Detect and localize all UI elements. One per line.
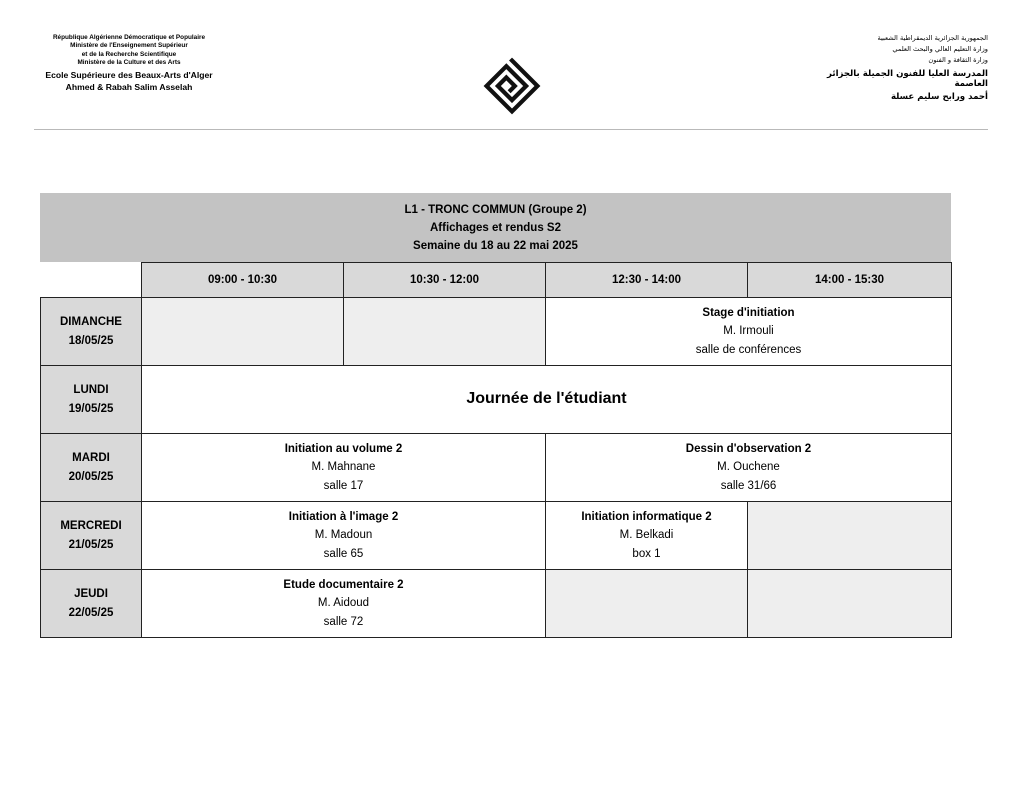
course-title: Initiation au volume 2 (284, 442, 403, 455)
day-name: MERCREDI (60, 520, 122, 532)
time-slot-4: 14:00 - 15:30 (748, 263, 952, 298)
ministry-culture: Ministère de la Culture et des Arts (77, 59, 181, 67)
day-cell (41, 298, 142, 366)
schedule-week: Semaine du 18 au 22 mai 2025 (413, 240, 578, 252)
day-name: MARDI (72, 452, 110, 464)
day-row-dimanche (41, 298, 952, 366)
header-divider (34, 129, 988, 130)
day-name: DIMANCHE (60, 316, 122, 328)
time-slot-row (41, 263, 952, 298)
room-name: box 1 (632, 547, 661, 560)
ministry-higher-education: Ministère de l'Enseignement Supérieur (70, 42, 188, 50)
day-cell (41, 434, 142, 502)
empty-slot (344, 298, 546, 366)
session-cell (142, 502, 546, 570)
session-cell (546, 434, 952, 502)
room-name: salle 72 (323, 615, 364, 628)
ministry-research: et de la Recherche Scientifique (81, 50, 177, 58)
ministry-culture-ar: وزارة الثقافة و الفنون (928, 56, 988, 64)
teacher-name: M. Aidoud (317, 597, 370, 610)
day-row-jeudi (41, 570, 952, 638)
course-title: Initiation informatique 2 (581, 510, 712, 523)
time-slot-2: 10:30 - 12:00 (344, 263, 546, 298)
session-cell (546, 298, 952, 366)
day-cell (41, 570, 142, 638)
event-cell (142, 366, 952, 434)
teacher-name: M. Ouchene (717, 461, 780, 474)
day-row-mercredi (41, 502, 952, 570)
day-row-lundi (41, 366, 952, 434)
day-date: 20/05/25 (68, 470, 114, 483)
session-cell (142, 570, 546, 638)
header-left-institution (34, 34, 224, 92)
empty-slot (142, 298, 344, 366)
event-title: Journée de l'étudiant (466, 390, 627, 408)
session-cell (546, 502, 748, 570)
schedule-title-box (40, 193, 951, 262)
teacher-name: M. Madoun (314, 529, 373, 542)
course-title: Initiation à l'image 2 (288, 510, 399, 523)
day-date: 22/05/25 (68, 606, 114, 619)
time-slot-1: 09:00 - 10:30 (142, 263, 344, 298)
course-title: Etude documentaire 2 (283, 578, 404, 591)
schedule-table (40, 262, 952, 638)
republic-name-ar: الجمهورية الجزائرية الديمقراطية الشعبية (877, 34, 988, 42)
session-cell (142, 434, 546, 502)
teacher-name: M. Mahnane (311, 461, 376, 474)
header-right-institution (798, 33, 988, 102)
room-name: salle 31/66 (720, 479, 777, 492)
day-date: 18/05/25 (68, 334, 114, 347)
school-name: Ecole Supérieure des Beaux-Arts d'Alger (45, 69, 213, 80)
day-cell (41, 366, 142, 434)
kufic-square-logo-icon (482, 56, 542, 116)
republic-name: République Algérienne Démocratique et Populaire (52, 34, 206, 41)
school-name-ar: المدرسة العليا للفنون الجميلة بالجزائر العاصمة (827, 69, 988, 89)
course-title: Dessin d'observation 2 (685, 442, 812, 455)
schedule-title: L1 - TRONC COMMUN (Groupe 2) (404, 204, 587, 216)
day-cell (41, 502, 142, 570)
schedule-subtitle: Affichages et rendus S2 (429, 222, 561, 234)
teacher-name: M. Irmouli (723, 325, 774, 338)
time-slot-3: 12:30 - 14:00 (546, 263, 748, 298)
room-name: salle de conférences (695, 343, 802, 356)
school-subname-ar: أحمد ورابح سليم عسلة (890, 92, 988, 102)
day-date: 19/05/25 (68, 402, 114, 415)
school-subname: Ahmed & Rabah Salim Asselah (65, 81, 193, 92)
day-name: JEUDI (74, 588, 108, 600)
course-title: Stage d'initiation (702, 306, 795, 319)
room-name: salle 65 (323, 547, 364, 560)
day-date: 21/05/25 (68, 538, 114, 551)
corner-cell (41, 263, 142, 298)
day-name: LUNDI (73, 384, 109, 396)
room-name: salle 17 (323, 479, 364, 492)
ministry-higher-education-ar: وزارة التعليم العالي والبحث العلمي (892, 45, 988, 53)
empty-slot (748, 570, 952, 638)
teacher-name: M. Belkadi (619, 529, 674, 542)
empty-slot (748, 502, 952, 570)
empty-slot (546, 570, 748, 638)
day-row-mardi (41, 434, 952, 502)
